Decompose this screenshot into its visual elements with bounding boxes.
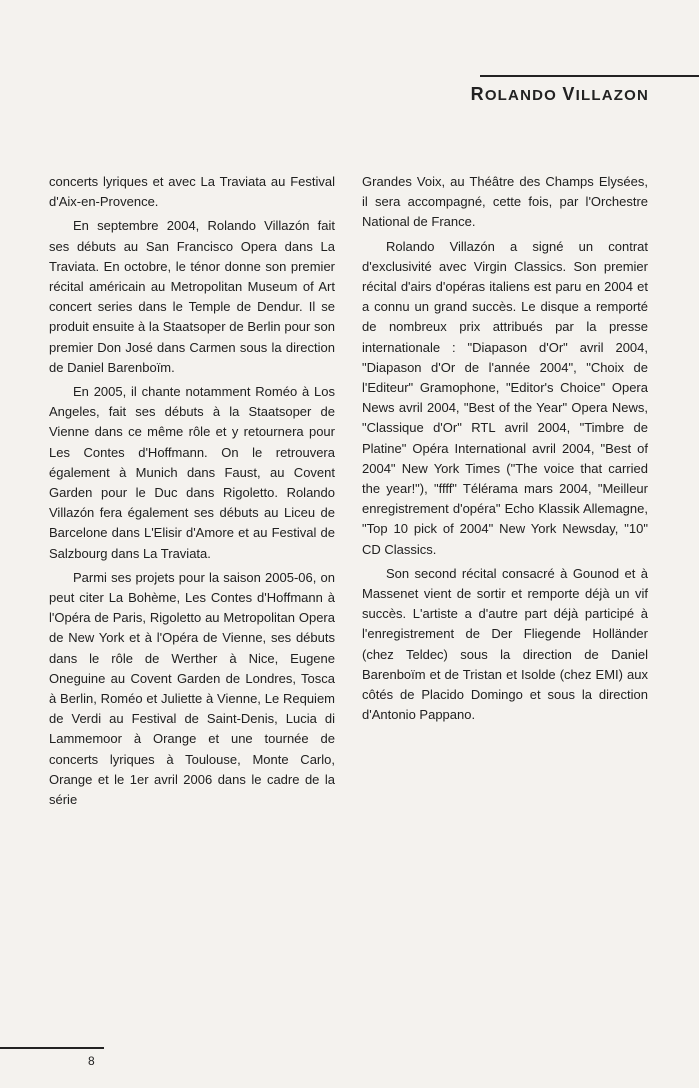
left-paragraph-4: Parmi ses projets pour la saison 2005-06, on peut citer La Bohème, Les Contes d'Hoffmann à l'Opéra de Paris, Rigoletto au Metropolitan Opera de New York et à l'Opéra de Vienne, ses débuts dans le rôle de Werther à Nice, Eugene Oneguine au Covent Garden de Londres, Tosca à Berlin, Roméo et Juliette à Vienne, Le Requiem de Verdi au Festival de Saint-Denis, Lucia di Lammemoor à Orange et une tournée de concerts lyriques à Toulouse, Monte Carlo, Orange et le 1er avril 2006 dans le cadre de la série	[49, 569, 335, 808]
left-paragraph-3: En 2005, il chante notamment Roméo à Los Angeles, fait ses débuts à la Staatsoper de Vienne dans ce même rôle et y retournera pour Les Contes d'Hoffmann. On le retrouvera également à Munich dans Faust, au Covent Garden pour le Duc dans Rigoletto. Rolando Villazón fera également ses débuts au Liceu de Barcelone dans L'Elisir d'Amore et au Festival de Salzbourg dans La Traviata.	[49, 384, 335, 561]
page-number: 8	[88, 1054, 95, 1068]
right-paragraph-3: Son second récital consacré à Gounod et à Massenet vient de sortir et remporte déjà un vif succès. L'artiste a d'autre part déjà participé à l'enregistrement de Der Fliegende Holländer (chez Teldec) sous la direction de Daniel Barenboïm et de Tristan et Isolde (chez EMI) aux côtés de Placido Domingo et sous la direction d'Antonio Pappano.	[362, 565, 648, 723]
left-paragraph-1: concerts lyriques et avec La Traviata au Festival d'Aix-en-Provence.	[49, 174, 335, 210]
right-paragraph-1: Grandes Voix, au Théâtre des Champs Elysées, il sera accompagné, cette fois, par l'Orchestre National de France.	[362, 174, 648, 230]
left-column	[49, 172, 335, 814]
header-name-part-2: ILLAZON	[575, 87, 649, 104]
header-initial-v: V	[562, 84, 576, 104]
header-initial-r: R	[470, 84, 485, 104]
header-rule	[480, 75, 699, 77]
header-name-part-1: OLANDO	[484, 87, 563, 104]
footer-rule	[0, 1047, 104, 1049]
right-column	[362, 172, 648, 729]
left-paragraph-2: En septembre 2004, Rolando Villazón fait ses débuts au San Francisco Opera dans La Traviata. En octobre, le ténor donne son premier récital américain au Metropolitan Museum of Art concert series dans le Temple de Dendur. Il se produit ensuite à la Staatsoper de Berlin pour son premier Don José dans Carmen sous la direction de Daniel Barenboïm.	[49, 218, 335, 375]
right-paragraph-2: Rolando Villazón a signé un contrat d'exclusivité avec Virgin Classics. Son premier récital d'airs d'opéras italiens est paru en 2004 et a connu un grand succès. Le disque a remporté de nombreux prix attribués par la presse internationale : "Diapason d'Or" avril 2004, "Diapason d'Or de l'année 2004", "Choix de l'Editeur" Gramophone, "Editor's Choice" Opera News avril 2004, "Best of the Year" Opera News, "Classique d'Or" RTL avril 2004, "Timbre de Platine" Opéra International avril 2004, "Best of 2004" New York Times ("The voice that carried the year!"), "ffff" Télérama mars 2004, "Meilleur enregistrement d'opéra" Echo Klassik Allemagne, "Top 10 pick of 2004" New York Newsday, "10" CD Classics.	[362, 238, 648, 557]
running-header-title	[471, 84, 649, 105]
